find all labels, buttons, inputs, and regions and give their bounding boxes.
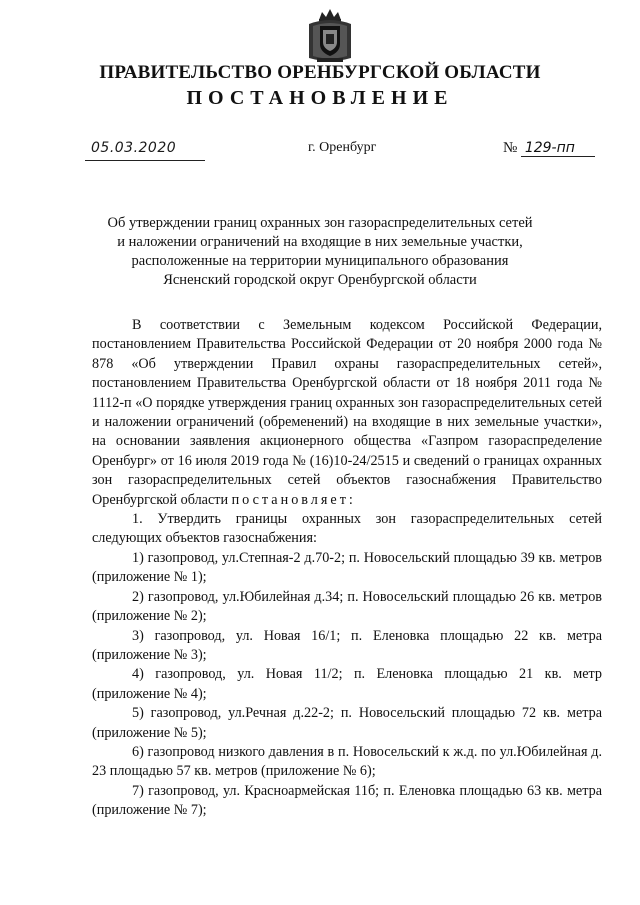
date-field (85, 140, 205, 161)
city-label: г. Оренбург (308, 140, 377, 155)
list-item: 4) газопровод, ул. Новая 11/2; п. Еленовка площадью 21 кв. метр (приложение № 4); (92, 666, 602, 702)
orenburg-coat-of-arms-icon (305, 6, 355, 66)
list-item: 2) газопровод, ул.Юбилейная д.34; п. Новосельский площадью 26 кв. метров (приложение № 2); (92, 588, 602, 625)
subject-line: расположенные на территории муниципального образования (131, 253, 509, 269)
number-label: № (503, 140, 518, 156)
list-item: 6) газопровод низкого давления в п. Новосельский к ж.д. по ул.Юбилейная д. 23 площадью 57 кв. метров (приложение № 6); (92, 743, 602, 780)
subject-line: Ясненский городской округ Оренбургской области (163, 272, 477, 288)
subject-line: и наложении ограничений на входящие в них земельные участки, (117, 234, 523, 250)
document-type: ПОСТАНОВЛЕНИЕ (186, 87, 454, 109)
preamble-paragraph (92, 316, 602, 510)
subject-line: Об утверждении границ охранных зон газораспределительных сетей (107, 215, 533, 231)
government-title: ПРАВИТЕЛЬСТВО ОРЕНБУРГСКОЙ ОБЛАСТИ (99, 62, 541, 83)
clause-1: 1. Утвердить границы охранных зон газораспределительных сетей следующих объектов газоснабжения: (92, 511, 602, 547)
number-value: 129-пп (521, 140, 595, 157)
document-body (92, 316, 602, 821)
date-value: 05.03.2020 (91, 140, 177, 156)
preamble-text: В соответствии с Земельным кодексом Российской Федерации, постановлением Правительства Российской Федерации от 20 ноября 2000 года № 878 «Об утверждении Правил охраны газораспределительных сетей», постановлением Правительства Оренбургской области от 18 ноября 2011 года № 1112-п «О порядке утверждения границ охранных зон газораспределительных сетей и наложении ограничений (обременений) на входящие в них земельные участки», на основании заявления акционерного общества «Газпром газораспределение Оренбург» от 16 июля 2019 года № (16)10-24/2515 и сведений о границах охранных зон газораспределительных сетей объектов газоснабжения Правительство Оренбургской области (92, 317, 602, 508)
preamble-verb: постановляет: (231, 491, 356, 508)
document-number (503, 140, 595, 157)
list-item: 1) газопровод, ул.Степная-2 д.70-2; п. Новосельский площадью 39 кв. метров (приложение № 1); (92, 549, 602, 586)
document-subject (80, 214, 560, 290)
list-item: 5) газопровод, ул.Речная д.22-2; п. Новосельский площадью 72 кв. метра (приложение № 5); (92, 705, 602, 741)
list-item: 3) газопровод, ул. Новая 16/1; п. Еленовка площадью 22 кв. метра (приложение № 3); (92, 627, 602, 663)
list-item: 7) газопровод, ул. Красноармейская 11б; п. Еленовка площадью 63 кв. метра (приложение № 7); (92, 782, 602, 819)
